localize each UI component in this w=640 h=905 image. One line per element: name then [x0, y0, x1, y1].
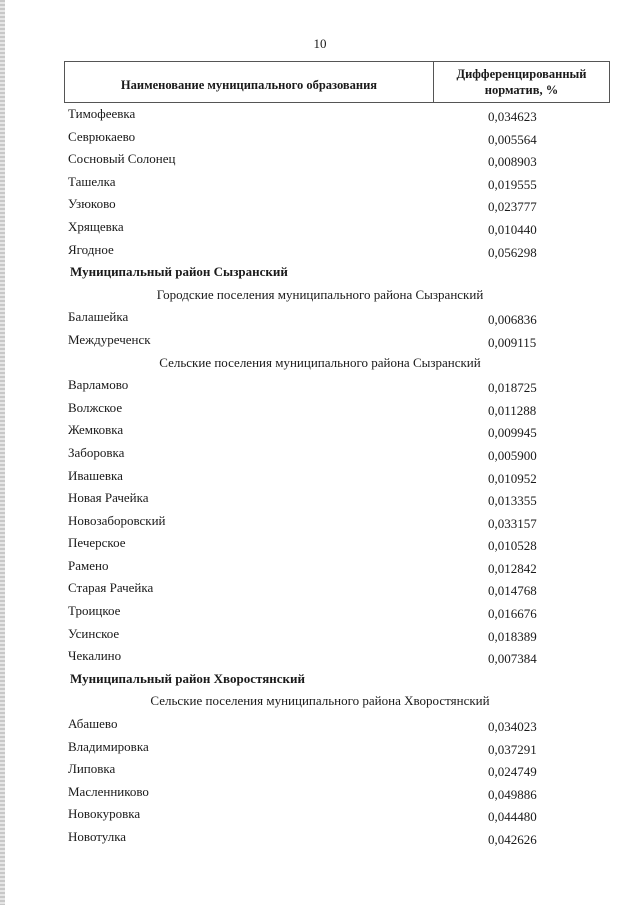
row-value: 0,013355: [488, 493, 537, 509]
row-name: Севрюкаево: [68, 128, 136, 144]
row-name: Новотулка: [68, 829, 127, 844]
table-row: [0, 126, 640, 149]
row-name: Ташелка: [68, 173, 116, 189]
row-name: Узюково: [68, 196, 116, 212]
row-name: Ягодное: [68, 241, 114, 257]
row-name: Муниципальный район Сызранский: [70, 264, 288, 280]
table-row: [0, 555, 640, 578]
row-value: 0,019555: [488, 176, 537, 192]
row-name: Волжское: [68, 399, 123, 415]
row-name: Тимофеевка: [68, 106, 136, 121]
row-name: Троицкое: [68, 603, 121, 619]
row-value: 0,005564: [488, 131, 537, 147]
table-row: [0, 216, 640, 239]
row-name: Муниципальный район Хворостянский: [70, 670, 305, 686]
row-name: Старая Рачейка: [68, 580, 154, 596]
row-value: 0,037291: [488, 741, 537, 757]
table-row: [0, 419, 640, 442]
row-value: 0,044480: [488, 809, 537, 825]
table-row: [0, 397, 640, 420]
row-name: Абашево: [68, 716, 118, 732]
table-row: [0, 306, 640, 329]
row-value: 0,018389: [488, 628, 537, 644]
district-heading: [0, 261, 640, 284]
header-value-column: Дифференцированный норматив, %: [456, 67, 587, 97]
row-value: 0,034023: [488, 719, 537, 735]
page-number: 10: [313, 36, 327, 51]
table-row: [0, 374, 640, 397]
row-name: Новокуровка: [68, 806, 141, 822]
table-row: [0, 826, 640, 849]
row-value: 0,008903: [488, 154, 537, 170]
row-value: 0,014768: [488, 583, 537, 599]
row-value: 0,034623: [488, 109, 537, 124]
row-value: 0,056298: [488, 244, 537, 260]
table-row: [0, 510, 640, 533]
table-row: [0, 148, 640, 171]
row-name: Варламово: [68, 377, 129, 393]
row-name: Сосновый Солонец: [68, 151, 176, 167]
row-name: Городские поселения муниципального района Сызранский: [156, 286, 484, 302]
row-value: 0,016676: [488, 606, 537, 622]
district-heading: [0, 668, 640, 691]
table-row: [0, 465, 640, 488]
row-value: 0,005900: [488, 447, 537, 463]
row-name: Жемковка: [68, 422, 124, 438]
row-name: Печерское: [68, 535, 126, 551]
row-name: Владимировка: [68, 738, 149, 754]
table-row: [0, 532, 640, 555]
row-value: 0,023777: [488, 199, 537, 215]
table-row: [0, 171, 640, 194]
row-value: 0,011288: [488, 402, 537, 418]
row-name: Хрящевка: [68, 218, 124, 234]
row-name: Усинское: [68, 625, 120, 641]
row-value: 0,006836: [488, 312, 537, 328]
table-row: [0, 239, 640, 262]
table-row: [0, 577, 640, 600]
table-row: [0, 781, 640, 804]
row-name: Балашейка: [68, 309, 129, 325]
row-value: 0,042626: [488, 832, 537, 847]
row-value: 0,012842: [488, 560, 537, 576]
row-name: Ивашевка: [68, 467, 123, 483]
row-name: Масленниково: [68, 783, 149, 799]
row-name: Липовка: [68, 761, 116, 777]
table-row: [0, 803, 640, 826]
row-value: 0,009945: [488, 425, 537, 441]
row-value: 0,018725: [488, 380, 537, 396]
row-value: 0,010952: [488, 470, 537, 486]
table-row: [0, 736, 640, 759]
table-row: [0, 645, 640, 668]
row-name: Междуреченск: [68, 331, 151, 347]
row-name: Рамено: [68, 557, 109, 573]
table-row: [0, 713, 640, 736]
row-value: 0,007384: [488, 651, 537, 667]
row-name: Сельские поселения муниципального района Сызранский: [159, 354, 481, 370]
row-name: Новая Рачейка: [68, 490, 149, 506]
table-row: [0, 193, 640, 216]
table-row: [0, 623, 640, 646]
row-name: Новозаборовский: [68, 512, 166, 528]
row-name: Заборовка: [68, 444, 125, 460]
subgroup-heading: [0, 690, 640, 713]
table-row: [0, 487, 640, 510]
table-row: [0, 329, 640, 352]
row-value: 0,024749: [488, 764, 537, 780]
row-value: 0,010440: [488, 221, 537, 237]
table-row: [0, 103, 640, 126]
table-row: [0, 600, 640, 623]
table-header: [64, 61, 610, 103]
table-row: [0, 758, 640, 781]
header-name-column: Наименование муниципального образования: [65, 62, 434, 102]
subgroup-heading: [0, 352, 640, 375]
table-row: [0, 442, 640, 465]
subgroup-heading: [0, 284, 640, 307]
row-value: 0,033157: [488, 515, 537, 531]
row-value: 0,010528: [488, 538, 537, 554]
row-name: Чекалино: [68, 648, 122, 664]
row-value: 0,049886: [488, 786, 537, 802]
row-name: Сельские поселения муниципального района Хворостянский: [150, 693, 490, 709]
row-value: 0,009115: [488, 334, 537, 350]
table-body: [0, 103, 640, 849]
